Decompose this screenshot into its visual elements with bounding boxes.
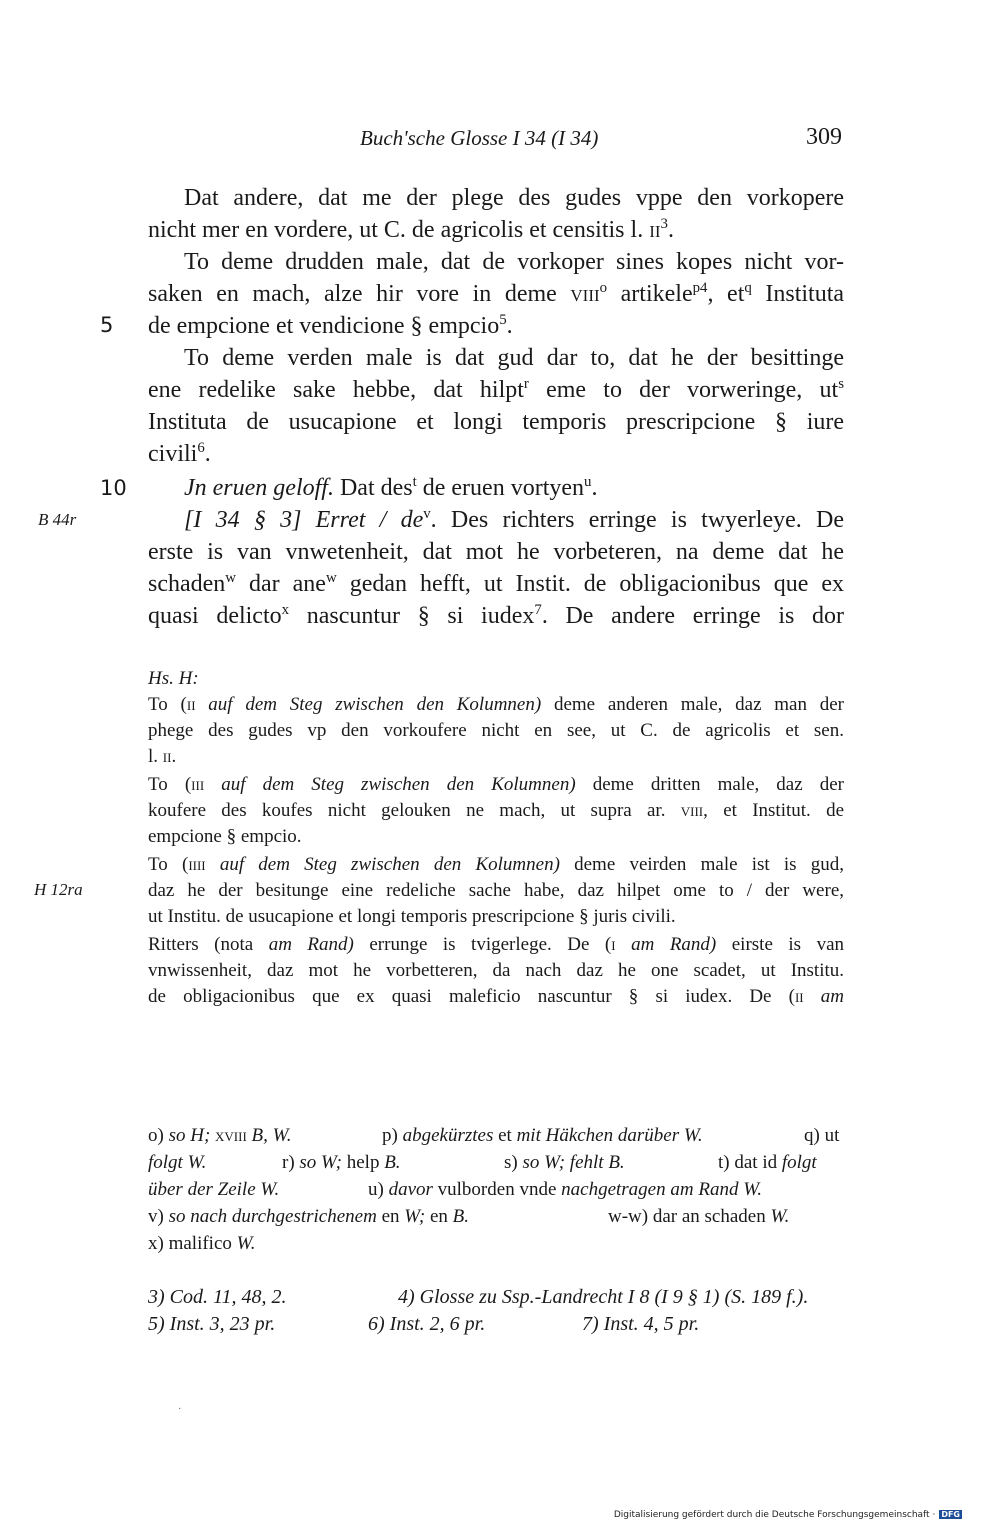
manuscript-line: vnwissenheit, daz mot he vorbetteren, da nach daz he one scadet, ut Institu.: [148, 960, 844, 981]
manuscript-line: de obligacionibus que ex quasi maleficio nascuntur § si iudex. De (ii am: [148, 986, 844, 1007]
footnote-r: r) so W; help B.: [282, 1152, 401, 1173]
main-text-line: Jn eruen geloff. Dat des$^t$ de eruen vortyen$^u$.: [184, 474, 598, 501]
footnote-t-cont: über der Zeile W.: [148, 1179, 280, 1200]
manuscript-line: To (iii auf dem Steg zwischen den Kolumnen) deme dritten male, daz der: [148, 774, 844, 795]
manuscript-line: l. ii.: [148, 746, 177, 767]
manuscript-line: To (iiii auf dem Steg zwischen den Kolumnen) deme veirden male ist is gud,: [148, 854, 844, 875]
line-number-5: 5: [100, 313, 114, 337]
footnote-u: u) davor vulborden vnde nachgetragen am Rand W.: [368, 1179, 763, 1200]
reference-line: [148, 1311, 844, 1338]
manuscript-line: phege des gudes vp den vorkoufere nicht en see, ut C. de agricolis et sen.: [148, 720, 844, 741]
main-text-line: saken en mach, alze hir vore in deme viii$^o$ artikele$^{p4}$, $et^q$ Instituta: [148, 280, 845, 307]
margin-siglum-h12ra: H 12ra: [34, 880, 83, 899]
main-text-line: schaden$^w$ dar ane$^w$ gedan hefft, ut Instit. de obligacionibus que ex: [148, 570, 845, 597]
footnote-line: [148, 1122, 844, 1149]
main-text-line: Dat andere, dat me der plege des gudes vppe den vorkopere: [184, 185, 844, 211]
main-text-line: de empcione et vendicione § empcio$^5$.: [148, 312, 513, 339]
footnote-line: [148, 1203, 844, 1230]
footnote-t: t) dat id folgt: [718, 1152, 817, 1173]
footnote-q: q) ut: [804, 1125, 840, 1146]
footnote-line: [148, 1149, 844, 1176]
reference-4: 4) Glosse zu Ssp.-Landrecht I 8 (I 9 § 1) (S. 189 f.).: [398, 1286, 809, 1308]
scan-speck: ·: [178, 1404, 182, 1415]
reference-7: 7) Inst. 4, 5 pr.: [582, 1313, 700, 1335]
page-number: 309: [806, 124, 842, 150]
reference-3: 3) Cod. 11, 48, 2.: [148, 1286, 287, 1308]
footnote-o: o) so H; xviii B, W.: [148, 1125, 292, 1146]
reference-line: [148, 1284, 844, 1311]
manuscript-line: To (ii auf dem Steg zwischen den Kolumnen) deme anderen male, daz man der: [148, 694, 844, 715]
footnote-v: v) so nach durchgestrichenem en W; en B.: [148, 1206, 469, 1227]
main-text-line: To deme drudden male, dat de vorkoper sines kopes nicht vor-: [184, 249, 844, 275]
footnote-w: w-w) dar an schaden W.: [608, 1206, 790, 1227]
footnote-s: s) so W; fehlt B.: [504, 1152, 625, 1173]
main-text-line: erste is van vnwetenheit, dat mot he vorbeteren, na deme dat he: [148, 539, 844, 565]
reference-5: 5) Inst. 3, 23 pr.: [148, 1313, 276, 1335]
line-number-10: 10: [100, 476, 127, 500]
footnote-x: x) malifico W.: [148, 1233, 256, 1254]
main-text-line: quasi delicto$^x$ nascuntur § si iudex$^7$. De andere erringe is dor: [148, 602, 845, 629]
manuscript-heading: Hs. H:: [148, 668, 199, 689]
main-text-line: Instituta de usucapione et longi temporis prescripcione § iure: [148, 409, 844, 435]
dfg-logo: DFG: [941, 1510, 960, 1519]
manuscript-line: ut Institu. de usucapione et longi temporis prescripcione § juris civili.: [148, 906, 676, 927]
manuscript-line: koufere des koufes nicht gelouken ne mach, ut supra ar. viii, et Institut. de: [148, 800, 845, 821]
running-header-title: Buch'sche Glosse I 34 (I 34): [360, 126, 599, 150]
main-text-line: [I 34 § 3] Erret / $de^v$. Des richters erringe is twyerleye. De: [184, 506, 844, 533]
footnote-line: [148, 1176, 844, 1203]
margin-siglum-b44r: B 44r: [38, 510, 77, 529]
reference-6: 6) Inst. 2, 6 pr.: [368, 1313, 486, 1335]
manuscript-line: empcione § empcio.: [148, 826, 302, 847]
main-text-line: nicht mer en vordere, ut C. de agricolis et censitis l. $ii^3$.: [148, 216, 674, 243]
footnote-line: [148, 1230, 844, 1257]
footnote-p: p) abgekürztes et mit Häkchen darüber W.: [382, 1125, 703, 1146]
footnote-q-cont: folgt W.: [148, 1152, 207, 1173]
main-text-line: civili$^6$.: [148, 440, 211, 467]
main-text-line: ene redelike sake hebbe, dat hilpt$^r$ eme to der vorweringe, $ut^s$: [148, 376, 844, 403]
main-text-line: To deme verden male is dat gud dar to, dat he der besittinge: [184, 345, 844, 371]
digitization-footer: Digitalisierung gefördert durch die Deutsche Forschungsgemeinschaft · DFG: [613, 1510, 960, 1520]
manuscript-line: daz he der besitunge eine redeliche sache habe, daz hilpet ome to / der were,: [148, 880, 844, 901]
manuscript-line: Ritters (nota am Rand) errunge is tvigerlege. De (i am Rand) eirste is van: [148, 934, 844, 955]
